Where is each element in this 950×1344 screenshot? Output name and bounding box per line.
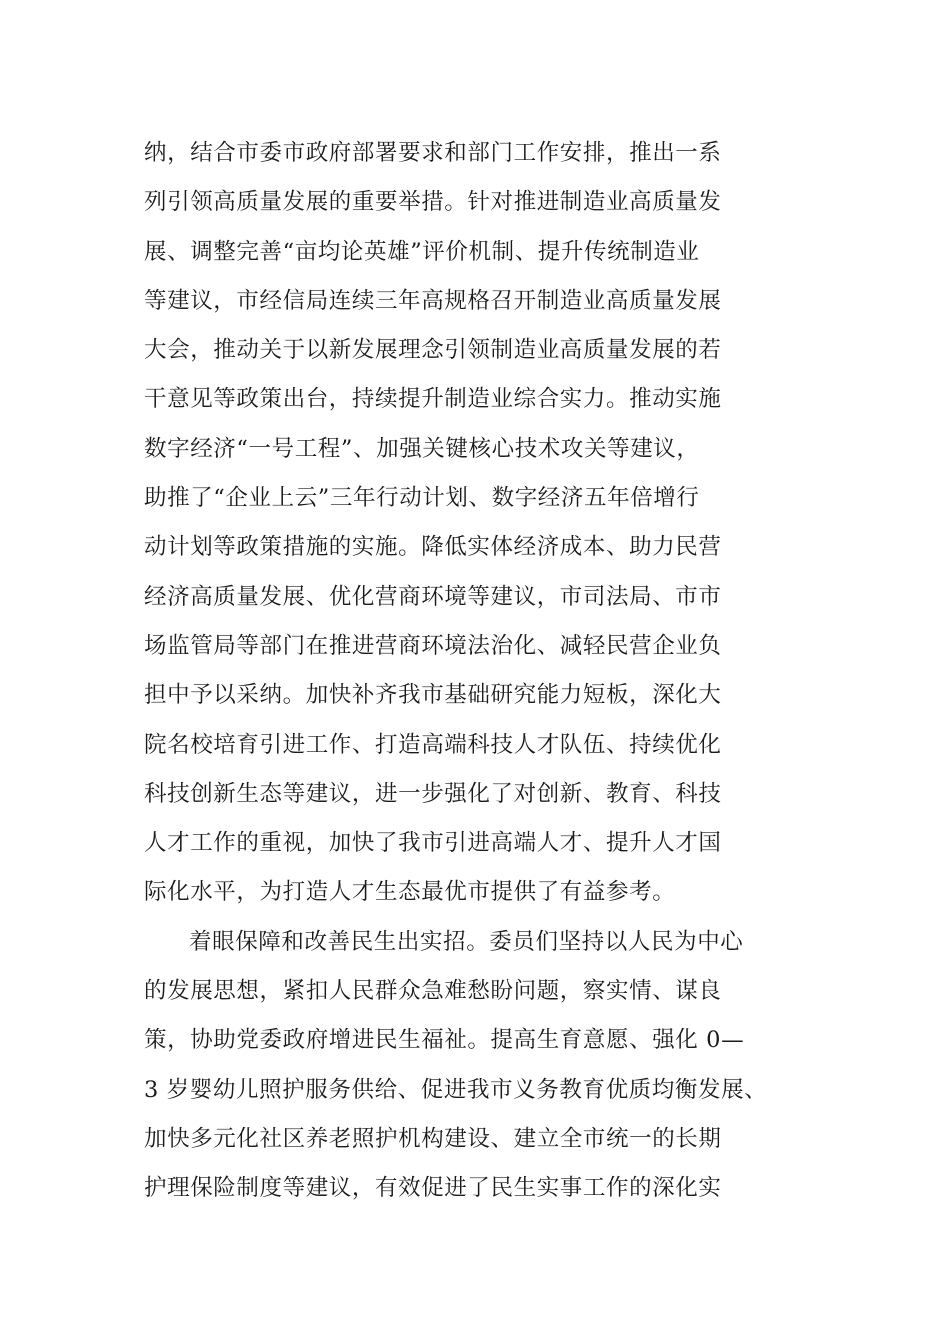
text-line: 院名校培育引进工作、打造高端科技人才队伍、持续优化 xyxy=(144,731,722,758)
text-line: 人才工作的重视，加快了我市引进高端人才、提升人才国 xyxy=(144,830,722,857)
text-line: 数字经济“一号工程”、加强关键核心技术攻关等建议， xyxy=(144,435,700,462)
body-text xyxy=(144,129,824,1214)
paragraph-start-line: 着眼保障和改善民生出实招。委员们坚持以人民为中心 xyxy=(189,928,744,955)
text-line: 经济高质量发展、优化营商环境等建议，市司法局、市市 xyxy=(144,583,722,610)
text-line: 场监管局等部门在推进营商环境法治化、减轻民营企业负 xyxy=(144,632,722,659)
text-line: 助推了“企业上云”三年行动计划、数字经济五年倍增行 xyxy=(144,485,700,512)
text-line: 展、调整完善“亩均论英雄”评价机制、提升传统制造业 xyxy=(144,238,700,265)
text-line: 等建议，市经信局连续三年高规格召开制造业高质量发展 xyxy=(144,287,722,314)
text-line: 的发展思想，紧扣人民群众急难愁盼问题，察实情、谋良 xyxy=(144,978,722,1005)
text-line: 纳，结合市委市政府部署要求和部门工作安排，推出一系 xyxy=(144,140,722,166)
text-line: 动计划等政策措施的实施。降低实体经济成本、助力民营 xyxy=(144,534,722,561)
text-line: 列引领高质量发展的重要举措。针对推进制造业高质量发 xyxy=(144,189,722,216)
text-line: 大会，推动关于以新发展理念引领制造业高质量发展的若 xyxy=(144,337,722,364)
text-line: 3 岁婴幼儿照护服务供给、促进我市义务教育优质均衡发展、 xyxy=(144,1076,768,1103)
text-line: 护理保险制度等建议，有效促进了民生实事工作的深化实 xyxy=(144,1175,722,1202)
text-line: 担中予以采纳。加快补齐我市基础研究能力短板，深化大 xyxy=(144,682,722,709)
text-line: 策，协助党委政府增进民生福祉。提高生育意愿、强化 0— xyxy=(144,1027,745,1054)
text-line: 干意见等政策出台，持续提升制造业综合实力。推动实施 xyxy=(144,386,722,413)
text-line: 际化水平，为打造人才生态最优市提供了有益参考。 xyxy=(144,879,676,906)
text-line: 科技创新生态等建议，进一步强化了对创新、教育、科技 xyxy=(144,780,722,807)
text-line: 加快多元化社区养老照护机构建设、建立全市统一的长期 xyxy=(144,1125,722,1152)
